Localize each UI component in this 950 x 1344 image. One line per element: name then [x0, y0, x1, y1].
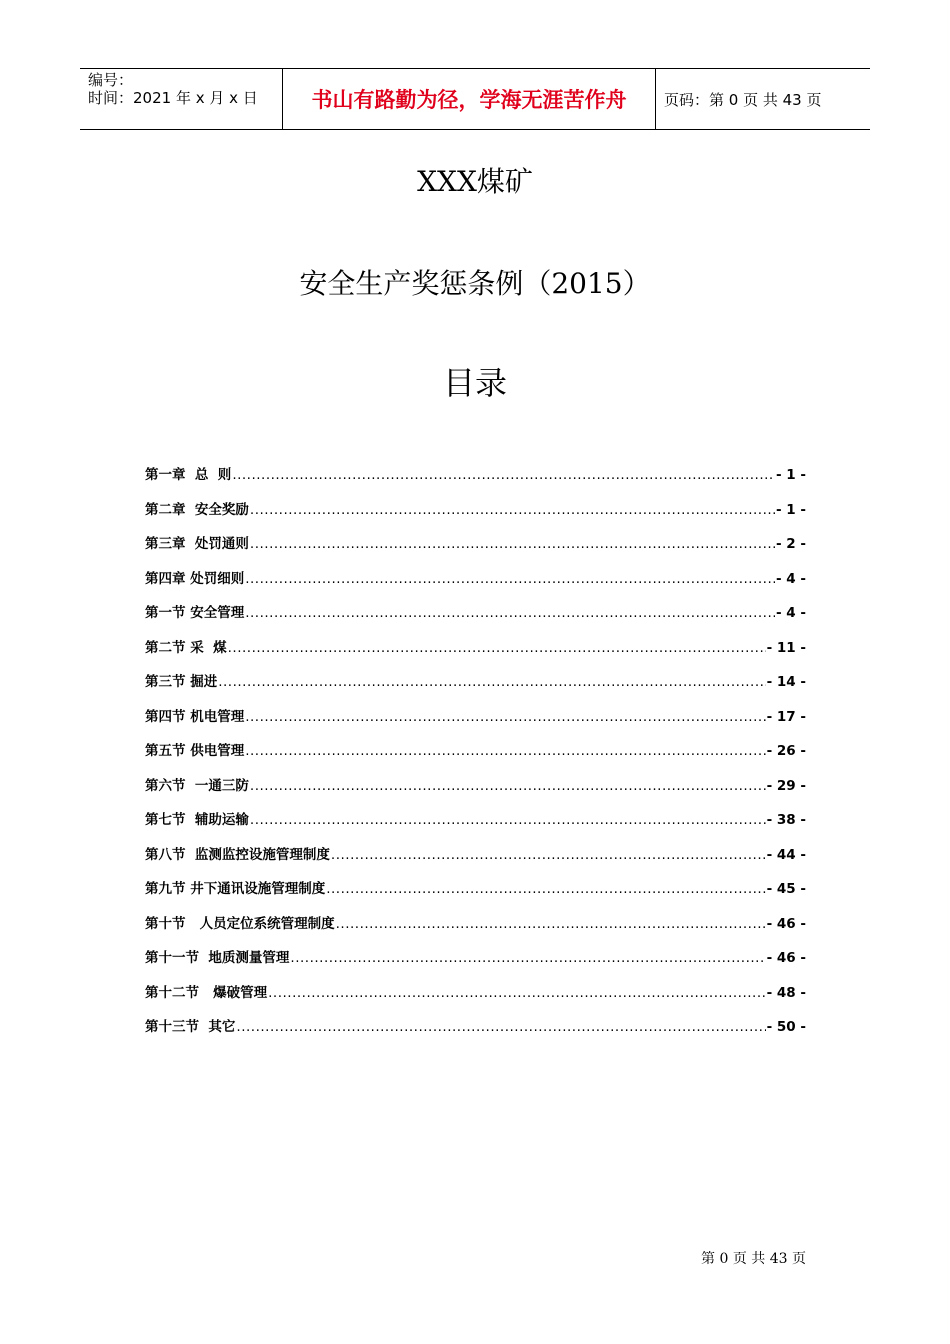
- toc-entry-page: - 4 -: [776, 570, 806, 587]
- toc-leader-dots: [245, 743, 765, 759]
- header-number: 编号：: [88, 71, 134, 89]
- toc-entry-label: 第十二节 爆破管理: [145, 984, 268, 1001]
- toc-entry-page: - 1 -: [776, 501, 806, 518]
- doc-title-company: XXX煤矿: [417, 165, 533, 198]
- toc-heading: 目录: [442, 364, 507, 402]
- toc-leader-dots: [218, 674, 765, 690]
- toc-leader-dots: [326, 881, 765, 897]
- toc-leader-dots: [250, 812, 766, 828]
- toc-entry-page: - 44 -: [766, 846, 806, 863]
- toc-leader-dots: [331, 847, 766, 863]
- toc-entry-label: 第六节 一通三防: [145, 777, 249, 794]
- toc-entry-label: 第十节 人员定位系统管理制度: [145, 915, 335, 932]
- toc-entry-label: 第十三节 其它: [145, 1019, 236, 1035]
- header-page-number: 页码：第 0 页 共 43 页: [664, 90, 822, 109]
- toc-entry-label: 第八节 监测监控设施管理制度: [145, 846, 330, 863]
- toc-entry[interactable]: [145, 843, 806, 878]
- table-of-contents: [145, 463, 806, 1050]
- toc-entry[interactable]: [145, 705, 806, 740]
- toc-entry[interactable]: [145, 946, 806, 981]
- toc-entry-page: - 45 -: [766, 881, 806, 897]
- page-header: [80, 68, 870, 130]
- header-time: 时间：2021 年 x 月 x 日: [88, 89, 258, 107]
- toc-entry-page: - 14 -: [766, 674, 806, 690]
- doc-title-regulation: 安全生产奖惩条例（2015）: [299, 267, 651, 300]
- toc-entry-page: - 2 -: [776, 536, 806, 552]
- toc-entry[interactable]: [145, 670, 806, 705]
- toc-entry-label: 第二节 采 煤: [145, 639, 227, 656]
- toc-entry-label: 第五节 供电管理: [145, 743, 245, 759]
- toc-entry[interactable]: [145, 636, 806, 671]
- toc-entry[interactable]: [145, 463, 806, 498]
- toc-entry-page: - 17 -: [766, 708, 806, 725]
- toc-leader-dots: [245, 709, 765, 725]
- toc-leader-dots: [290, 950, 765, 966]
- toc-leader-dots: [232, 467, 775, 483]
- toc-entry[interactable]: [145, 739, 806, 774]
- toc-entry-label: 第二章 安全奖励: [145, 501, 249, 518]
- toc-leader-dots: [250, 778, 766, 794]
- toc-entry[interactable]: [145, 981, 806, 1016]
- toc-entry-page: - 48 -: [766, 984, 806, 1001]
- toc-entry-label: 第三节 掘进: [145, 674, 218, 690]
- toc-entry-label: 第七节 辅助运输: [145, 812, 249, 828]
- toc-entry-label: 第九节 井下通讯设施管理制度: [145, 881, 326, 897]
- toc-leader-dots: [228, 640, 766, 656]
- toc-entry-page: - 11 -: [766, 639, 806, 656]
- header-motto: 书山有路勤为径，学海无涯苦作舟: [282, 69, 656, 129]
- toc-entry[interactable]: [145, 601, 806, 636]
- toc-leader-dots: [250, 536, 775, 552]
- toc-entry-label: 第一章 总 则: [145, 467, 232, 483]
- toc-leader-dots: [336, 916, 766, 932]
- toc-entry-page: - 38 -: [766, 812, 806, 828]
- toc-entry-label: 第三章 处罚通则: [145, 536, 249, 552]
- toc-entry-label: 第一节 安全管理: [145, 605, 245, 621]
- toc-entry[interactable]: [145, 532, 806, 567]
- toc-entry-page: - 4 -: [776, 605, 806, 621]
- toc-entry[interactable]: [145, 567, 806, 602]
- toc-leader-dots: [245, 571, 775, 587]
- header-info-cell: [80, 69, 282, 129]
- toc-entry-page: - 46 -: [766, 915, 806, 932]
- toc-leader-dots: [250, 502, 775, 518]
- toc-entry-page: - 1 -: [776, 467, 806, 483]
- toc-entry[interactable]: [145, 808, 806, 843]
- toc-leader-dots: [245, 605, 775, 621]
- toc-entry-page: - 46 -: [766, 950, 806, 966]
- toc-entry[interactable]: [145, 877, 806, 912]
- toc-entry-page: - 29 -: [766, 777, 806, 794]
- page-footer: 第 0 页 共 43 页: [701, 1251, 806, 1267]
- toc-entry[interactable]: [145, 912, 806, 947]
- toc-entry-page: - 26 -: [766, 743, 806, 759]
- toc-leader-dots: [236, 1019, 765, 1035]
- toc-leader-dots: [268, 985, 765, 1001]
- toc-entry-page: - 50 -: [766, 1019, 806, 1035]
- toc-entry-label: 第四章 处罚细则: [145, 570, 245, 587]
- toc-entry[interactable]: [145, 498, 806, 533]
- toc-entry-label: 第四节 机电管理: [145, 708, 245, 725]
- toc-entry[interactable]: [145, 1015, 806, 1050]
- toc-entry[interactable]: [145, 774, 806, 809]
- toc-entry-label: 第十一节 地质测量管理: [145, 950, 290, 966]
